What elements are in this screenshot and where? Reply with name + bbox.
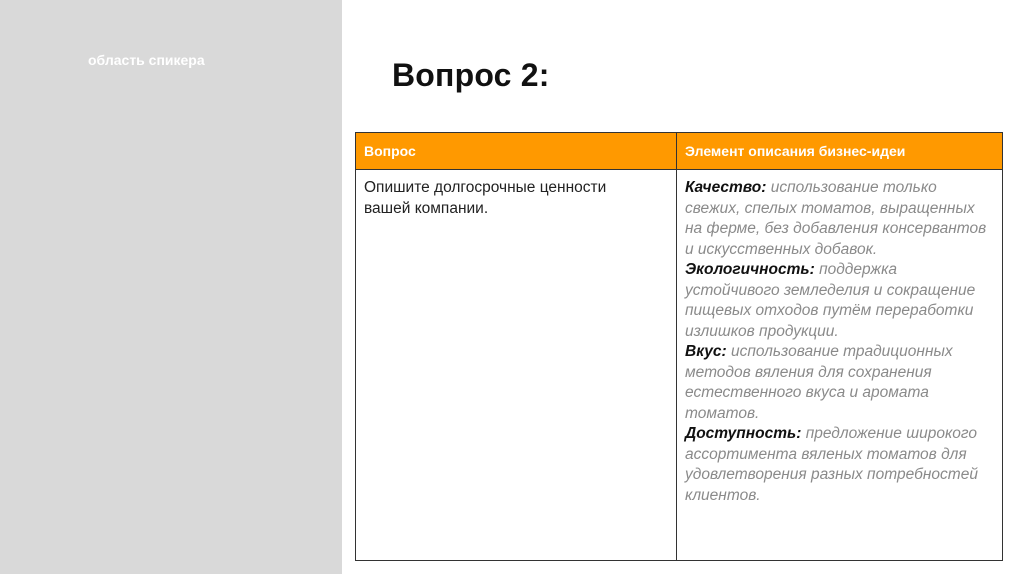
element-name: Вкус: <box>685 343 727 360</box>
table-row <box>356 170 1003 561</box>
element-text: использование только свежих, спелых томатов, выращенных на ферме, без добавления консервантов и искусственных добавок. <box>685 179 987 258</box>
question-text: Опишите долгосрочные ценности вашей компании. <box>364 179 607 217</box>
header-question: Вопрос <box>356 133 677 170</box>
speaker-area <box>0 0 342 574</box>
header-element: Элемент описания бизнес-идеи <box>677 133 1003 170</box>
element-text: поддержка устойчивого земледелия и сокращение пищевых отходов путём переработки излишков продукции. <box>685 261 976 340</box>
element-availability <box>685 424 994 506</box>
element-taste <box>685 342 994 424</box>
element-name: Качество: <box>685 179 767 196</box>
element-text: использование традиционных методов вяления для сохранения естественного вкуса и аромата томатов. <box>685 343 953 422</box>
element-ecology <box>685 260 994 342</box>
element-quality <box>685 178 994 260</box>
slide-title: Вопрос 2: <box>392 57 550 93</box>
table-header-row <box>356 133 1003 170</box>
speaker-area-label: область спикера <box>88 52 205 68</box>
element-name: Экологичность: <box>685 261 815 278</box>
question-table <box>355 132 1003 561</box>
element-cell <box>677 170 1003 561</box>
element-text: предложение широкого ассортимента вяленых томатов для удовлетворения разных потребностей клиентов. <box>685 425 978 504</box>
question-cell <box>356 170 677 561</box>
element-name: Доступность: <box>685 425 802 442</box>
